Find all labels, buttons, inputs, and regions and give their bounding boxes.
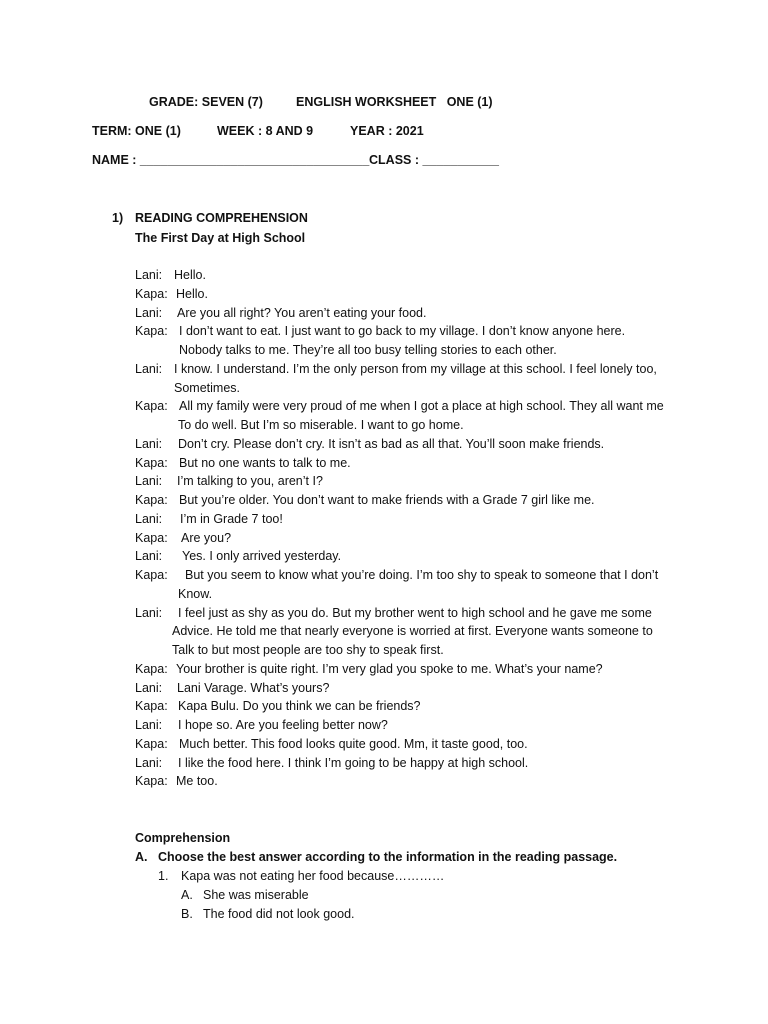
- name-field: NAME : _________________________________: [92, 153, 370, 167]
- dialogue-line: Hello.: [176, 287, 208, 301]
- speaker-label: Kapa:: [135, 324, 168, 338]
- speaker-label: Kapa:: [135, 699, 168, 713]
- dialogue-line: I hope so. Are you feeling better now?: [178, 718, 388, 732]
- speaker-label: Kapa:: [135, 456, 168, 470]
- dialogue-line: But no one wants to talk to me.: [179, 456, 351, 470]
- speaker-label: Kapa:: [135, 287, 168, 301]
- speaker-label: Kapa:: [135, 531, 168, 545]
- speaker-label: Lani:: [135, 362, 163, 376]
- speaker-label: Lani:: [135, 268, 163, 282]
- speaker-label: Lani:: [135, 681, 163, 695]
- dialogue-line: Talk to but most people are too shy to speak first.: [172, 643, 444, 657]
- class-field: CLASS : ___________: [369, 153, 499, 167]
- dialogue-line: Me too.: [176, 774, 218, 788]
- dialogue-line: Kapa Bulu. Do you think we can be friends?: [178, 699, 421, 713]
- option-text: She was miserable: [203, 888, 309, 902]
- question-number: 1.: [158, 869, 169, 883]
- speaker-label: Kapa:: [135, 774, 168, 788]
- option-letter: A.: [181, 888, 193, 902]
- dialogue-line: Sometimes.: [174, 381, 240, 395]
- dialogue-line: Much better. This food looks quite good. Mm, it taste good, too.: [179, 737, 528, 751]
- speaker-label: Lani:: [135, 474, 163, 488]
- question-text: Kapa was not eating her food because…………: [181, 869, 445, 883]
- dialogue-line: Yes. I only arrived yesterday.: [182, 549, 342, 563]
- speaker-label: Kapa:: [135, 568, 168, 582]
- speaker-label: Lani:: [135, 306, 163, 320]
- speaker-label: Lani:: [135, 512, 163, 526]
- dialogue-line: I know. I understand. I’m the only person from my village at this school. I feel lonely too,: [174, 362, 657, 376]
- dialogue-line: But you seem to know what you’re doing. I’m too shy to speak to someone that I don’t: [185, 568, 659, 582]
- section-number: 1): [112, 211, 124, 225]
- instruction-text: Choose the best answer according to the information in the reading passage.: [158, 850, 618, 864]
- dialogue-line: Hello.: [174, 268, 206, 282]
- dialogue-line: Don’t cry. Please don’t cry. It isn’t as bad as all that. You’ll soon make friends.: [178, 437, 605, 451]
- year-label: YEAR : 2021: [350, 124, 424, 138]
- speaker-label: Lani:: [135, 756, 163, 770]
- section-heading: READING COMPREHENSION: [135, 211, 308, 225]
- dialogue-line: Are you?: [181, 531, 232, 545]
- option-text: The food did not look good.: [203, 907, 355, 921]
- week-label: WEEK : 8 AND 9: [217, 124, 314, 138]
- speaker-label: Lani:: [135, 606, 163, 620]
- speaker-label: Lani:: [135, 549, 163, 563]
- dialogue-line: I don’t want to eat. I just want to go back to my village. I don’t know anyone here.: [179, 324, 626, 338]
- option-letter: B.: [181, 907, 193, 921]
- speaker-label: Kapa:: [135, 399, 168, 413]
- speaker-label: Lani:: [135, 437, 163, 451]
- speaker-label: Kapa:: [135, 737, 168, 751]
- dialogue-line: Lani Varage. What’s yours?: [177, 681, 330, 695]
- dialogue-line: Advice. He told me that nearly everyone is worried at first. Everyone wants someone to: [172, 624, 653, 638]
- dialogue-line: I’m talking to you, aren’t I?: [177, 474, 323, 488]
- worksheet-title: ENGLISH WORKSHEET ONE (1): [296, 95, 493, 109]
- speaker-label: Lani:: [135, 718, 163, 732]
- dialogue-line: Nobody talks to me. They’re all too busy telling stories to each other.: [179, 343, 557, 357]
- term-label: TERM: ONE (1): [92, 124, 181, 138]
- dialogue-line: Your brother is quite right. I’m very glad you spoke to me. What’s your name?: [176, 662, 603, 676]
- speaker-label: Kapa:: [135, 662, 168, 676]
- dialogue-line: I’m in Grade 7 too!: [180, 512, 283, 526]
- dialogue-line: Know.: [178, 587, 213, 601]
- dialogue-line: I like the food here. I think I’m going to be happy at high school.: [178, 756, 529, 770]
- dialogue-line: But you’re older. You don’t want to make friends with a Grade 7 girl like me.: [179, 493, 595, 507]
- story-title: The First Day at High School: [135, 231, 306, 245]
- speaker-label: Kapa:: [135, 493, 168, 507]
- part-label: A.: [135, 850, 148, 864]
- grade-label: GRADE: SEVEN (7): [149, 95, 263, 109]
- dialogue-line: All my family were very proud of me when I got a place at high school. They all want me: [179, 399, 664, 413]
- dialogue-line: I feel just as shy as you do. But my brother went to high school and he gave me some: [178, 606, 652, 620]
- dialogue-line: Are you all right? You aren’t eating your food.: [177, 306, 427, 320]
- comprehension-heading: Comprehension: [135, 831, 231, 845]
- dialogue-line: To do well. But I’m so miserable. I want to go home.: [178, 418, 464, 432]
